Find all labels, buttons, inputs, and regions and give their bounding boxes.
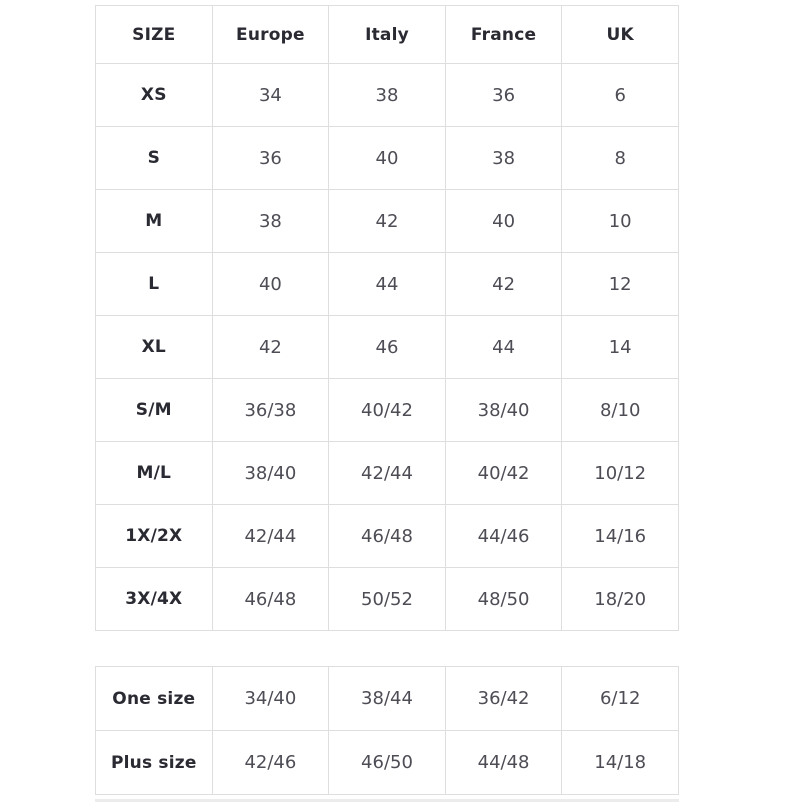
size-value: 14/16 (562, 505, 679, 568)
table-row (96, 316, 679, 379)
size-label: XL (96, 316, 213, 379)
size-label: XS (96, 64, 213, 127)
size-value: 48/50 (445, 568, 562, 631)
size-value: 38/40 (445, 379, 562, 442)
size-value: 18/20 (562, 568, 679, 631)
table-row (96, 64, 679, 127)
size-value: 40/42 (329, 379, 446, 442)
size-value: 8 (562, 127, 679, 190)
size-value: 42/46 (212, 731, 329, 795)
size-value: 44/46 (445, 505, 562, 568)
table-row (96, 667, 679, 731)
size-value: 42/44 (329, 442, 446, 505)
size-label: M (96, 190, 213, 253)
size-value: 46/48 (329, 505, 446, 568)
size-value: 10 (562, 190, 679, 253)
table-row (96, 568, 679, 631)
column-header: France (445, 6, 562, 64)
column-header: Europe (212, 6, 329, 64)
size-value: 36 (212, 127, 329, 190)
size-label: S/M (96, 379, 213, 442)
special-sizes-table (95, 666, 679, 795)
table-row (96, 253, 679, 316)
size-value: 36/42 (445, 667, 562, 731)
size-value: 44 (445, 316, 562, 379)
size-value: 38/44 (329, 667, 446, 731)
size-value: 6/12 (562, 667, 679, 731)
size-label: L (96, 253, 213, 316)
size-value: 14/18 (562, 731, 679, 795)
size-value: 46/48 (212, 568, 329, 631)
column-header: UK (562, 6, 679, 64)
size-value: 42 (445, 253, 562, 316)
size-value: 42 (212, 316, 329, 379)
size-label: 3X/4X (96, 568, 213, 631)
size-value: 36 (445, 64, 562, 127)
column-header: SIZE (96, 6, 213, 64)
size-value: 38 (212, 190, 329, 253)
size-conversion-table-body (96, 64, 679, 631)
size-value: 40 (212, 253, 329, 316)
size-value: 44/48 (445, 731, 562, 795)
table-row (96, 505, 679, 568)
size-value: 36/38 (212, 379, 329, 442)
size-value: 8/10 (562, 379, 679, 442)
size-label: M/L (96, 442, 213, 505)
size-value: 46/50 (329, 731, 446, 795)
size-value: 42 (329, 190, 446, 253)
table-row (96, 442, 679, 505)
size-conversion-table-head (96, 6, 679, 64)
table-row (96, 190, 679, 253)
column-header: Italy (329, 6, 446, 64)
header-row (96, 6, 679, 64)
special-sizes-table-body (96, 667, 679, 795)
size-value: 34/40 (212, 667, 329, 731)
table-row (96, 127, 679, 190)
table-row (96, 731, 679, 795)
size-value: 6 (562, 64, 679, 127)
size-value: 38 (445, 127, 562, 190)
size-label: One size (96, 667, 213, 731)
size-conversion-table (95, 5, 679, 631)
size-value: 14 (562, 316, 679, 379)
size-value: 40 (329, 127, 446, 190)
size-value: 50/52 (329, 568, 446, 631)
size-value: 40 (445, 190, 562, 253)
size-value: 46 (329, 316, 446, 379)
size-label: S (96, 127, 213, 190)
size-value: 44 (329, 253, 446, 316)
size-value: 42/44 (212, 505, 329, 568)
size-value: 12 (562, 253, 679, 316)
size-value: 38/40 (212, 442, 329, 505)
size-value: 34 (212, 64, 329, 127)
table-row (96, 379, 679, 442)
size-label: 1X/2X (96, 505, 213, 568)
size-value: 38 (329, 64, 446, 127)
size-value: 10/12 (562, 442, 679, 505)
size-label: Plus size (96, 731, 213, 795)
size-value: 40/42 (445, 442, 562, 505)
